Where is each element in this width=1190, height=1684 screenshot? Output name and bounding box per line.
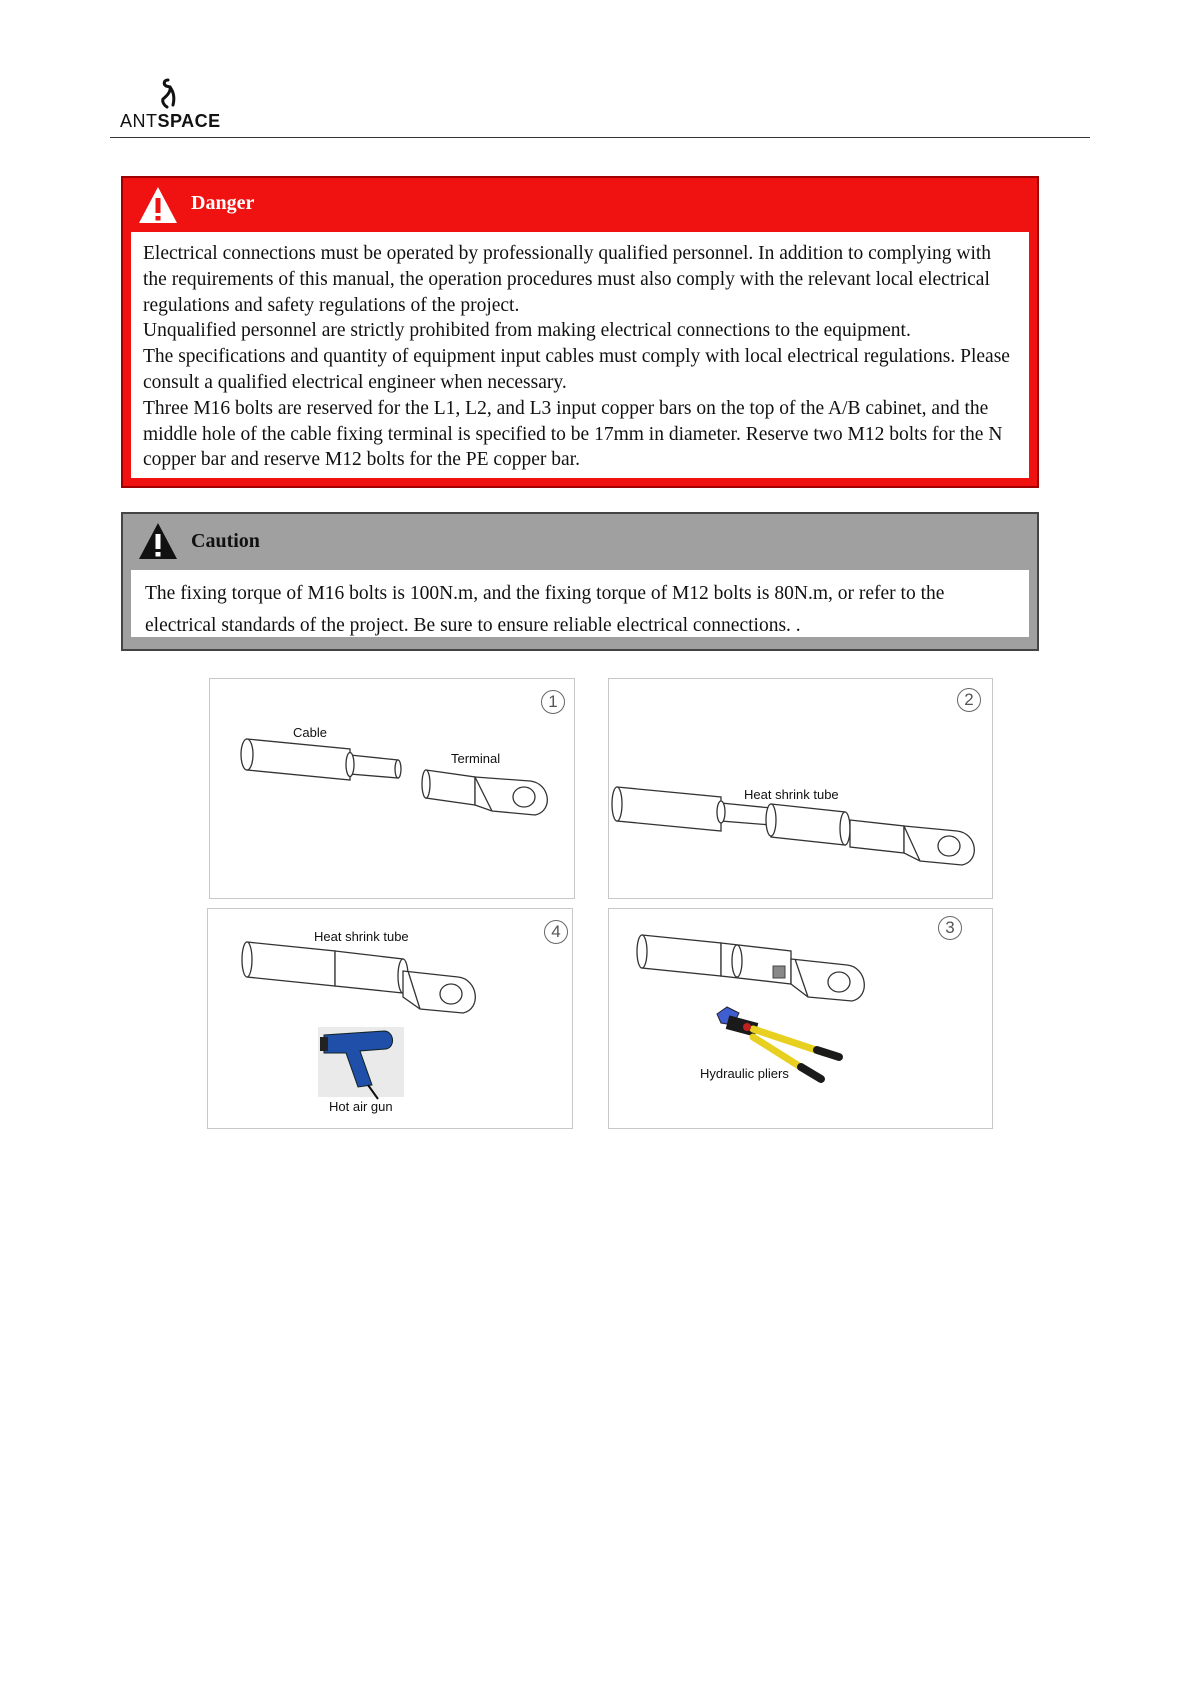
danger-paragraph: The specifications and quantity of equipment input cables must comply with local electrical regulations. Please consult a qualified electrical engineer when necessary.: [143, 346, 1010, 393]
danger-header: [123, 178, 1037, 232]
step-2-panel: [608, 678, 993, 899]
step-number-1: 1: [541, 690, 565, 714]
logo-suffix: SPACE: [157, 111, 221, 131]
danger-paragraph: Unqualified personnel are strictly prohibited from making electrical connections to the equipment.: [143, 320, 911, 342]
step-3-panel: [608, 908, 993, 1129]
danger-title: Danger: [191, 192, 255, 214]
logo-prefix: ANT: [120, 111, 158, 131]
danger-body: [131, 232, 1029, 478]
danger-warning-icon: [137, 184, 179, 226]
danger-paragraph: Electrical connections must be operated by professionally qualified personnel. In addition to complying with the requirements of this manual, the operation procedures must also comply with the relevant local electrical regulations and safety regulations of the project.: [143, 243, 992, 316]
caution-body: [131, 570, 1029, 637]
cable-and-terminal-illustration: [210, 679, 576, 900]
page-header: [110, 75, 1090, 139]
step-number-2: 2: [957, 688, 981, 712]
hot-air-gun-label: Hot air gun: [329, 1099, 393, 1114]
antspace-logo-icon: [154, 77, 184, 111]
step-number-4: 4: [544, 920, 568, 944]
step-4-panel: [207, 908, 573, 1129]
crimp-point-marker: [773, 966, 785, 978]
logo-wordmark: [120, 111, 221, 132]
caution-title: Caution: [191, 530, 260, 552]
terminal-label: Terminal: [451, 751, 501, 766]
caution-header: [123, 514, 1037, 568]
caution-notice: [121, 512, 1039, 651]
hot-air-gun-icon: [318, 1027, 404, 1099]
step-1-panel: [209, 678, 575, 899]
heat-shrink-tube-label: Heat shrink tube: [744, 787, 839, 802]
header-divider: [110, 137, 1090, 138]
caution-warning-icon: [137, 520, 179, 562]
cable-label: Cable: [293, 725, 327, 740]
caution-text: The fixing torque of M16 bolts is 100N.m, and the fixing torque of M12 bolts is 80N.m, or refer to the electrical standards of the project. Be sure to ensure reliable electrical connections. .: [145, 583, 945, 636]
danger-notice: [121, 176, 1039, 488]
danger-paragraph: Three M16 bolts are reserved for the L1, L2, and L3 input copper bars on the top of the A/B cabinet, and the middle hole of the cable fixing terminal is specified to be 17mm in diameter. Reserve two M12 bolts for the N copper bar and reserve M12 bolts for the PE copper bar.: [143, 397, 1003, 471]
step-number-3: 3: [938, 916, 962, 940]
heat-shrink-tube-label: Heat shrink tube: [314, 929, 409, 944]
hydraulic-pliers-label: Hydraulic pliers: [700, 1066, 789, 1081]
crimping-with-hydraulic-pliers-illustration: [609, 909, 994, 1130]
